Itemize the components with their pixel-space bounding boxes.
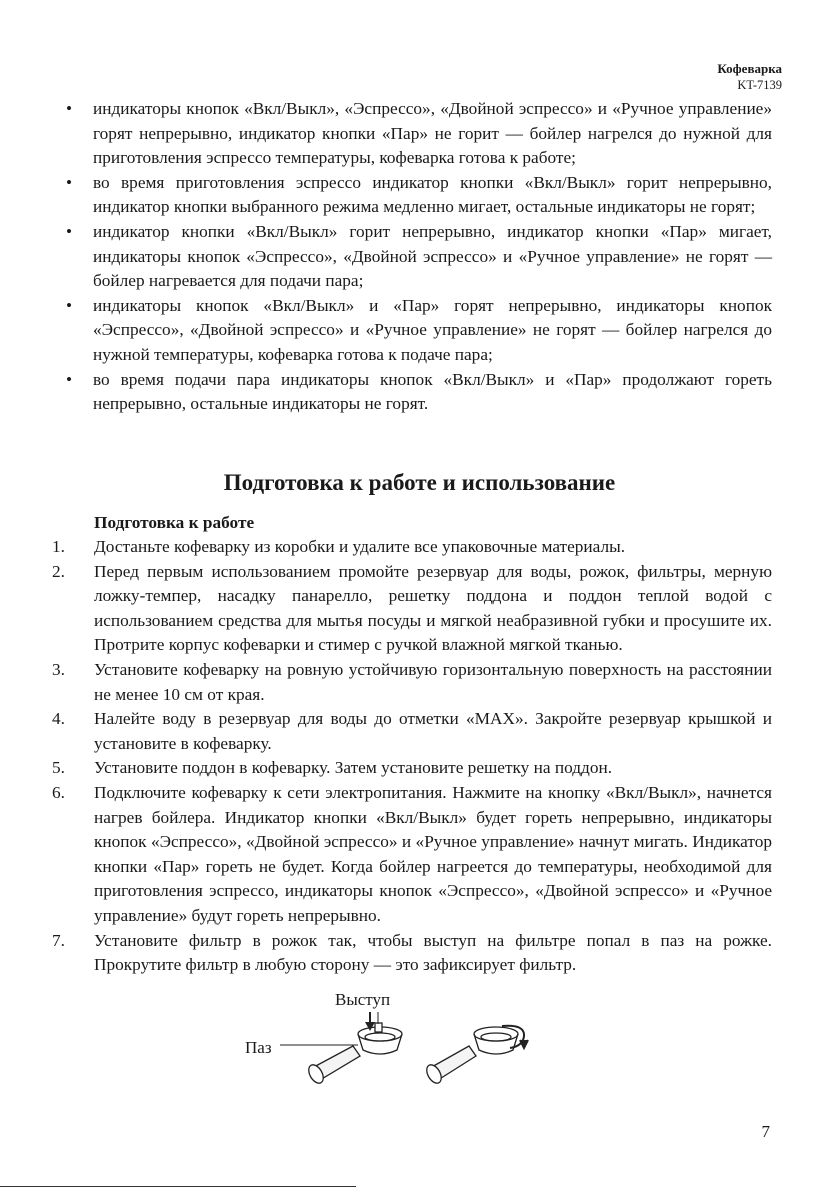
portafilter-diagram	[240, 990, 540, 1100]
step-number: 5.	[52, 758, 65, 778]
step-item	[52, 658, 772, 707]
step-number: 6.	[52, 782, 65, 802]
step-text: Перед первым использованием промойте резервуар для воды, рожок, фильтры, мерную ложку-темпер, насадку панарелло, решетку поддона и поддон теплой водой с использованием средства для мытья посуды и мягкой неабразивной губки и просушите их. Протрите корпус кофеварки и стимер с ручкой влажной мягкой тканью.	[94, 561, 772, 655]
header-model: KT-7139	[737, 78, 782, 92]
step-item	[52, 781, 772, 929]
step-item	[52, 756, 772, 781]
step-item	[52, 535, 772, 560]
step-text: Установите фильтр в рожок так, чтобы выступ на фильтре попал в паз на рожке. Прокрутите фильтр в любую сторону — это зафиксирует фильтр.	[94, 930, 772, 975]
step-text: Достаньте кофеварку из коробки и удалите все упаковочные материалы.	[94, 537, 626, 556]
header-brand: Кофеварка	[717, 61, 782, 76]
bullet-item: • индикаторы кнопок «Вкл/Выкл» и «Пар» горят непрерывно, индикаторы кнопок «Эспрессо», «Двойной эспрессо» и «Ручное управление» не горят — бойлер нагрелся до нужной температуры, кофеварка готова к подаче пара;	[66, 294, 772, 368]
step-item	[52, 560, 772, 658]
step-text: Подключите кофеварку к сети электропитания. Нажмите на кнопку «Вкл/Выкл», начнется нагрев бойлера. Индикатор кнопки «Вкл/Выкл» будет гореть непрерывно, индикаторы кнопок «Эспрессо», «Двойной эспрессо» и «Ручное управление» начнут мигать. Индикатор кнопки «Пар» гореть не будет. Когда бойлер нагреется до температуры, необходимой для приготовления эспрессо, индикаторы кнопок «Эспрессо», «Двойной эспрессо» и «Ручное управление» будут гореть непрерывно.	[94, 782, 772, 925]
protrusion-label: Выступ	[335, 990, 391, 1009]
preparation-steps-list	[52, 535, 772, 978]
portafilter-left-icon	[306, 1023, 402, 1086]
bullet-item: • во время приготовления эспрессо индикатор кнопки «Вкл/Выкл» горит непрерывно, индикатор кнопки выбранного режима медленно мигает, остальные индикаторы не горят;	[66, 171, 772, 220]
bullet-item: • индикаторы кнопок «Вкл/Выкл», «Эспрессо», «Двойной эспрессо» и «Ручное управление» горят непрерывно, индикатор кнопки «Пар» не горит — бойлер нагрелся до нужной для приготовления эспрессо температуры, кофеварка готова к работе;	[66, 97, 772, 171]
step-number: 7.	[52, 930, 65, 950]
step-number: 4.	[52, 709, 65, 729]
step-number: 1.	[52, 537, 65, 556]
step-number: 3.	[52, 659, 65, 679]
page-header	[717, 60, 782, 94]
step-item	[52, 707, 772, 756]
subsection-title: Подготовка к работе	[94, 513, 255, 532]
step-number: 2.	[52, 561, 65, 581]
indicator-status-list	[66, 97, 772, 417]
section-title: Подготовка к работе и использование	[223, 470, 616, 495]
step-item	[52, 929, 772, 978]
page-number: 7	[761, 1122, 770, 1141]
bullet-item: • индикатор кнопки «Вкл/Выкл» горит непрерывно, индикатор кнопки «Пар» мигает, индикаторы кнопок «Эспрессо», «Двойной эспрессо» и «Ручное управление» не горят — бойлер нагревается для подачи пара;	[66, 220, 772, 294]
step-text: Установите кофеварку на ровную устойчивую горизонтальную поверхность на расстоянии не менее 10 см от края.	[94, 659, 772, 704]
footer-rule	[0, 1186, 356, 1187]
portafilter-illustration	[240, 990, 540, 1100]
portafilter-right-icon	[424, 1027, 518, 1086]
bullet-item: • во время подачи пара индикаторы кнопок «Вкл/Выкл» и «Пар» продолжают гореть непрерывно, остальные индикаторы не горят.	[66, 368, 772, 417]
step-text: Налейте воду в резервуар для воды до отметки «MAX». Закройте резервуар крышкой и установите в кофеварку.	[94, 709, 772, 753]
step-text: Установите поддон в кофеварку. Затем установите решетку на поддон.	[94, 758, 613, 778]
groove-label: Паз	[245, 1038, 272, 1057]
